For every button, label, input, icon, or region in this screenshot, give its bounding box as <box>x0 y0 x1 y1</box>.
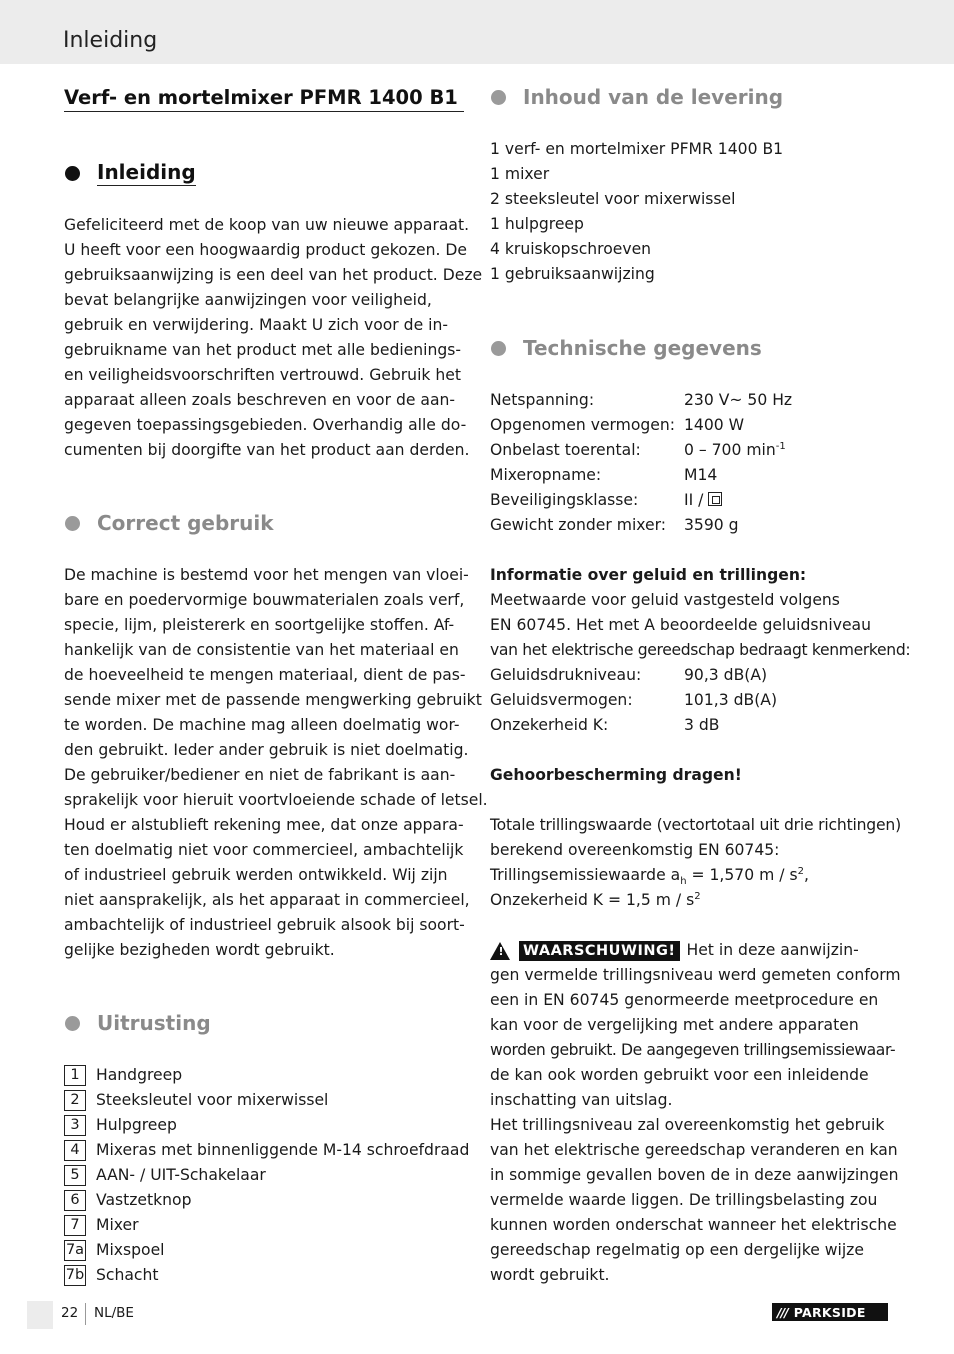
vibration-section <box>490 813 901 913</box>
text-span: Het in deze aanwijzin- <box>686 941 859 959</box>
item-label: Mixer <box>96 1216 139 1234</box>
spec-value: II / <box>684 491 709 509</box>
text-line: gebruiksaanwijzing is een deel van het product. Deze <box>64 266 483 284</box>
document-title: Verf- en mortelmixer PFMR 1400 B1 <box>64 86 464 112</box>
text-line: vermelde waarde liggen. De trillingsbelasting zou <box>490 1191 878 1209</box>
bullet-icon <box>65 516 80 531</box>
spec-label: Onbelast toerental: <box>490 441 641 459</box>
bullet-icon <box>491 341 506 356</box>
spec-value: 230 V~ 50 Hz <box>684 391 793 409</box>
spec-label: Gewicht zonder mixer: <box>490 516 667 534</box>
item-number-box: 3 <box>64 1115 86 1136</box>
text-line: gelijke bezigheden wordt gebruikt. <box>64 941 335 959</box>
bullet-icon <box>65 1016 80 1031</box>
text-line: bevat belangrijke aanwijzingen voor veiligheid, <box>64 291 432 309</box>
text-line: gebruikname van het product met alle bedienings- <box>64 341 462 359</box>
noise-value: 101,3 dB(A) <box>684 691 778 709</box>
text-line: Totale trillingswaarde (vectortotaal uit drie richtingen) <box>490 816 901 834</box>
item-label: Mixspoel <box>96 1241 165 1259</box>
spec-value: 3590 g <box>684 516 739 534</box>
text-line: EN 60745. Het met A beoordeelde geluidsniveau <box>490 616 871 634</box>
list-item <box>64 1238 469 1263</box>
warning-section <box>490 938 901 1288</box>
spec-superscript: -1 <box>775 440 786 452</box>
list-item: 1 verf- en mortelmixer PFMR 1400 B1 <box>490 140 784 158</box>
page-header-title: Inleiding <box>63 28 158 53</box>
brand-name: PARKSIDE <box>793 1304 866 1320</box>
spec-value: M14 <box>684 466 718 484</box>
noise-section <box>490 563 910 788</box>
footer-tab <box>27 1301 53 1329</box>
list-item: 1 hulpgreep <box>490 215 584 233</box>
text-line: ambachtelijk of industrieel gebruik alsook bij soort- <box>64 916 465 934</box>
text-line: Houd er alstublieft rekening mee, dat onze appara- <box>64 816 464 834</box>
noise-label: Geluidsdrukniveau: <box>490 666 642 684</box>
item-number-box: 5 <box>64 1165 86 1186</box>
text-line: Gefeliciteerd met de koop van uw nieuwe apparaat. <box>64 216 470 234</box>
item-number-box: 2 <box>64 1090 86 1111</box>
text-line: Meetwaarde voor geluid vastgesteld volgens <box>490 591 840 609</box>
text-line: gebruik en verwijdering. Maakt U zich voor de in- <box>64 316 448 334</box>
page-number: 22 <box>61 1305 79 1321</box>
list-item <box>64 1088 469 1113</box>
text-line: of industrieel gebruik werden ontwikkeld. Wij zijn <box>64 866 448 884</box>
spec-value: 0 – 700 min <box>684 441 776 459</box>
spacer <box>490 738 910 763</box>
subscript: h <box>680 876 687 888</box>
spec-row <box>490 463 792 488</box>
item-label: AAN- / UIT-Schakelaar <box>96 1166 266 1184</box>
text-line: U heeft voor een hoogwaardig product gekozen. De <box>64 241 468 259</box>
noise-row <box>490 713 910 738</box>
heading-text: Correct gebruik <box>97 511 274 535</box>
text-line: de hoeveelheid te mengen materiaal, dient de pas- <box>64 666 466 684</box>
spec-value: 1400 W <box>684 416 745 434</box>
item-number-box: 7a <box>64 1240 86 1261</box>
heading-text: Inleiding <box>97 160 196 184</box>
text-line: ten doelmatig niet voor commercieel, ambachtelijk <box>64 841 464 859</box>
noise-row <box>490 688 910 713</box>
text-line: een in EN 60745 genormeerde meetprocedure en <box>490 991 879 1009</box>
text-span: Trillingsemissiewaarde a <box>490 866 681 884</box>
text-span: = 1,570 m / s <box>686 866 798 884</box>
noise-heading: Informatie over geluid en trillingen: <box>490 566 807 584</box>
text-line: De machine is bestemd voor het mengen van vloei- <box>64 566 469 584</box>
spec-row <box>490 488 792 513</box>
text-line: en veiligheidsvoorschriften vertrouwd. Gebruik het <box>64 366 461 384</box>
text-line: Het trillingsniveau zal overeenkomstig het gebruik <box>490 1116 885 1134</box>
spec-row <box>490 388 792 413</box>
text-line: de kan ook worden gebruikt voor een inleidende <box>490 1066 869 1084</box>
text-line: sprakelijk voor hieruit voortvloeiende schade of letsel. <box>64 791 488 809</box>
text-line: specie, lijm, pleistererk en soortgelijke stoffen. Af- <box>64 616 455 634</box>
item-number-box: 7 <box>64 1215 86 1236</box>
item-label: Vastzetknop <box>96 1191 192 1209</box>
text-line: kan voor de vergelijking met andere apparaten <box>490 1016 859 1034</box>
text-line: te worden. De machine mag alleen doelmatig wor- <box>64 716 460 734</box>
list-item: 2 steeksleutel voor mixerwissel <box>490 190 736 208</box>
item-label: Steeksleutel voor mixerwissel <box>96 1091 329 1109</box>
spec-label: Beveiligingsklasse: <box>490 491 639 509</box>
warning-triangle-icon: ! <box>490 942 510 960</box>
text-line: van het elektrische gereedschap veranderen en kan <box>490 1141 898 1159</box>
list-item: 1 gebruiksaanwijzing <box>490 265 655 283</box>
list-item <box>64 1138 469 1163</box>
bullet-icon <box>65 166 80 181</box>
text-line: den gebruikt. Ieder ander gebruik is niet doelmatig. <box>64 741 469 759</box>
item-number-box: 6 <box>64 1190 86 1211</box>
hearing-protection-notice: Gehoorbescherming dragen! <box>490 766 742 784</box>
text-line: kunnen worden onderschat wanneer het elektrische <box>490 1216 897 1234</box>
spec-label: Mixeropname: <box>490 466 602 484</box>
delivery-list <box>490 137 783 287</box>
heading-text: Uitrusting <box>97 1011 211 1035</box>
text-span: , <box>803 866 809 884</box>
list-item <box>64 1163 469 1188</box>
text-line: cumenten bij doorgifte van het product aan derden. <box>64 441 470 459</box>
item-number-box: 1 <box>64 1065 86 1086</box>
text-span: Onzekerheid K = 1,5 m / s <box>490 891 695 909</box>
item-number-box: 4 <box>64 1140 86 1161</box>
text-line: inschatting van uitslag. <box>490 1091 673 1109</box>
heading-text: Technische gegevens <box>523 336 762 360</box>
item-label: Schacht <box>96 1266 159 1284</box>
correct-use-paragraph <box>64 563 488 963</box>
language-code: NL/BE <box>94 1305 134 1321</box>
section-heading-equipment <box>64 1011 211 1035</box>
section-heading-technical <box>490 336 762 360</box>
heading-text: Inhoud van de levering <box>523 85 784 109</box>
list-item: 1 mixer <box>490 165 550 183</box>
text-line: gen vermelde trillingsniveau werd gemeten conform <box>490 966 901 984</box>
warning-badge: WAARSCHUWING! <box>519 941 680 961</box>
warning-first-line <box>490 938 901 963</box>
noise-label: Onzekerheid K: <box>490 716 609 734</box>
footer-divider <box>85 1303 86 1325</box>
text-line: van het elektrische gereedschap bedraagt kenmerkend: <box>490 641 911 659</box>
spec-label: Opgenomen vermogen: <box>490 416 676 434</box>
text-line: apparaat alleen zoals beschreven en voor de aan- <box>64 391 456 409</box>
text-line: wordt gebruikt. <box>490 1266 610 1284</box>
text-line: hankelijk van de consistentie van het materiaal en <box>64 641 459 659</box>
bullet-icon <box>491 90 506 105</box>
spec-table <box>490 388 792 538</box>
noise-value: 3 dB <box>684 716 720 734</box>
text-line: De gebruiker/bediener en niet de fabrikant is aan- <box>64 766 456 784</box>
item-label: Mixeras met binnenliggende M-14 schroefdraad <box>96 1141 470 1159</box>
item-label: Handgreep <box>96 1066 183 1084</box>
section-heading-correct-use <box>64 511 274 535</box>
list-item <box>64 1263 469 1288</box>
list-item <box>64 1213 469 1238</box>
text-line: niet aansprakelijk, als het apparaat in commercieel, <box>64 891 470 909</box>
section-heading-intro <box>64 160 196 186</box>
brand-logo <box>772 1303 888 1321</box>
text-line: in sommige gevallen boven de in deze aanwijzingen <box>490 1166 899 1184</box>
text-line: berekend overeenkomstig EN 60745: <box>490 841 780 859</box>
superscript: 2 <box>797 865 804 877</box>
equipment-list <box>64 1063 469 1288</box>
brand-slashes: /// <box>777 1304 788 1320</box>
noise-row <box>490 663 910 688</box>
noise-value: 90,3 dB(A) <box>684 666 768 684</box>
list-item <box>64 1113 469 1138</box>
vibration-uncertainty-line <box>490 888 901 913</box>
list-item: 4 kruiskopschroeven <box>490 240 652 258</box>
vibration-emission-line <box>490 863 901 888</box>
intro-paragraph <box>64 213 482 463</box>
text-line: gereedschap regelmatig op een dergelijke wijze <box>490 1241 864 1259</box>
section-heading-delivery <box>490 85 783 109</box>
list-item <box>64 1188 469 1213</box>
noise-label: Geluidsvermogen: <box>490 691 633 709</box>
protection-class-ii-icon <box>708 492 722 506</box>
text-line: sende mixer met de passende mengwerking gebruikt <box>64 691 482 709</box>
item-label: Hulpgreep <box>96 1116 177 1134</box>
text-line: bare en poedervormige bouwmaterialen zoals verf, <box>64 591 465 609</box>
spec-row <box>490 413 792 438</box>
item-number-box: 7b <box>64 1265 86 1286</box>
superscript: 2 <box>694 890 701 902</box>
text-line: worden gebruikt. De aangegeven trillingsemissiewaar- <box>490 1041 896 1059</box>
spec-row <box>490 438 792 463</box>
list-item <box>64 1063 469 1088</box>
spec-label: Netspanning: <box>490 391 595 409</box>
spec-row <box>490 513 792 538</box>
text-line: gegeven toepassingsgebieden. Overhandig alle do- <box>64 416 467 434</box>
